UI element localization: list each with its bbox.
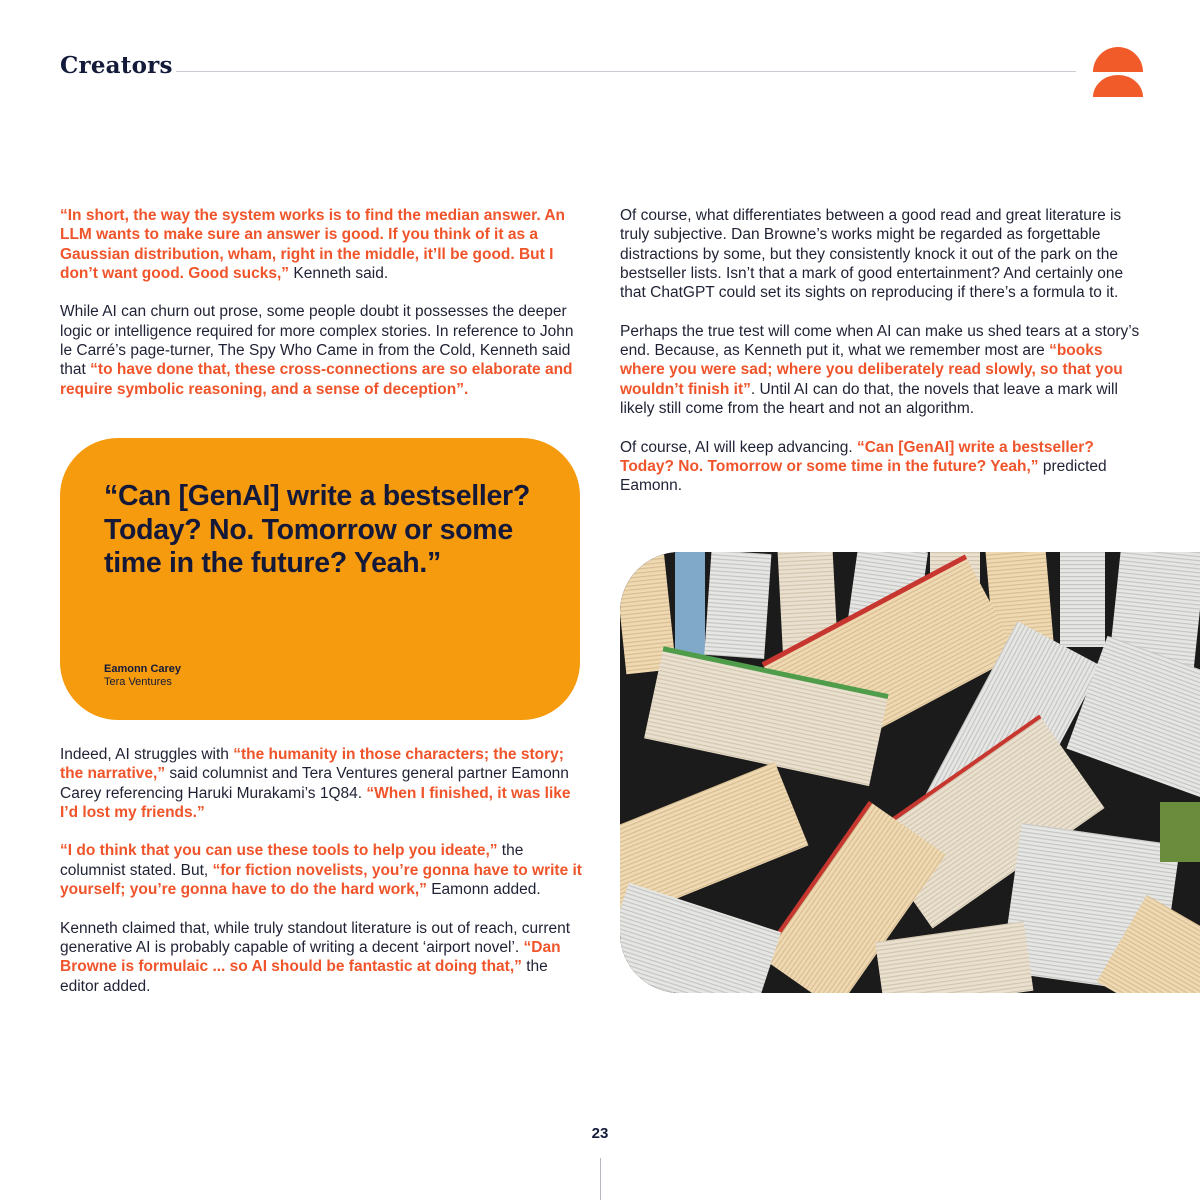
paragraph xyxy=(60,745,585,822)
highlighted-quote: “Can [GenAI] write a bestseller? Today? No. Tomorrow or some time in the future? Yeah,” xyxy=(620,438,1094,475)
section-title: Creators xyxy=(60,52,173,79)
highlighted-quote: “to have done that, these cross-connections are so elaborate and require symbolic reasoning, and a sense of deception”. xyxy=(60,361,573,398)
paragraph xyxy=(60,841,585,899)
right-column xyxy=(620,206,1145,515)
paragraph xyxy=(60,206,585,283)
pull-quote-author: Eamonn Carey xyxy=(104,663,182,675)
body-text: Kenneth claimed that, while truly standout literature is out of reach, current generative AI is probably capable of writing a decent ‘airport novel’. xyxy=(60,919,571,956)
body-text: Of course, what differentiates between a good read and great literature is truly subjective. Dan Browne’s works might be regarded as forgettable distractions by some, but they consistently knock it out of the park on the bestseller lists. Isn’t that a mark of good entertainment? And certainly one that ChatGPT could set its sights on reproducing if there’s a formula to it. xyxy=(620,207,1124,302)
body-text: Indeed, AI struggles with xyxy=(60,746,234,763)
body-text: the columnist stated. But, xyxy=(60,842,524,879)
highlighted-quote: “When I finished, it was like I’d lost my friends.” xyxy=(60,784,571,821)
body-text: said columnist and Tera Ventures general partner Eamonn Carey referencing Haruki Murakami’s 1Q84. xyxy=(60,765,569,802)
left-column-bottom xyxy=(60,745,585,1015)
body-text: . Until AI can do that, the novels that leave a mark will likely still come from the heart and not an algorithm. xyxy=(620,380,1118,417)
footer-divider xyxy=(600,1158,601,1200)
paragraph xyxy=(620,322,1145,418)
brand-logo-icon xyxy=(1091,45,1145,99)
paragraph xyxy=(60,919,585,996)
highlighted-quote: “Dan Browne is formulaic ... so AI should be fantastic at doing that,” xyxy=(60,938,561,976)
body-text: While AI can churn out prose, some people doubt it possesses the deeper logic or intelligence required for more complex stories. In reference to John le Carré’s page-turner, The Spy Who Came in from the Cold, Kenneth said that xyxy=(60,303,574,379)
header-divider xyxy=(176,71,1076,72)
paragraph xyxy=(60,302,585,398)
body-text: predicted Eamonn. xyxy=(620,457,1107,495)
pull-quote-organization: Tera Ventures xyxy=(104,676,172,688)
books-photo xyxy=(620,552,1200,993)
books-illustration-icon xyxy=(620,552,1200,993)
pull-quote-card xyxy=(60,438,580,720)
left-column-top xyxy=(60,206,585,418)
paragraph xyxy=(620,206,1145,302)
body-text: Of course, AI will keep advancing. xyxy=(620,438,857,456)
highlighted-quote: “the humanity in those characters; the story; the narrative,” xyxy=(60,746,564,783)
body-text: Perhaps the true test will come when AI can make us shed tears at a story’s end. Because, as Kenneth put it, what we remember most are xyxy=(620,322,1140,360)
body-text: Kenneth said. xyxy=(289,264,389,282)
pull-quote-text: “Can [GenAI] write a bestseller? Today? No. Tomorrow or some time in the future? Yeah.” xyxy=(104,480,530,579)
highlighted-quote: “books where you were sad; where you deliberately read slowly, so that you wouldn’t finish it” xyxy=(620,342,1123,398)
paragraph xyxy=(620,438,1145,496)
body-text: the editor added. xyxy=(60,958,548,995)
page-number: 23 xyxy=(591,1125,609,1142)
highlighted-quote: “I do think that you can use these tools to help you ideate,” xyxy=(60,842,498,860)
body-text: Eamonn added. xyxy=(426,881,541,899)
highlighted-quote: “for fiction novelists, you’re gonna have to write it yourself; you’re gonna have to do the hard work,” xyxy=(60,861,582,899)
highlighted-quote: “In short, the way the system works is to find the median answer. An LLM wants to make sure an answer is good. If you think of it as a Gaussian distribution, wham, right in the middle, it’ll be good. But I don’t want good. Good sucks,” xyxy=(60,207,566,282)
